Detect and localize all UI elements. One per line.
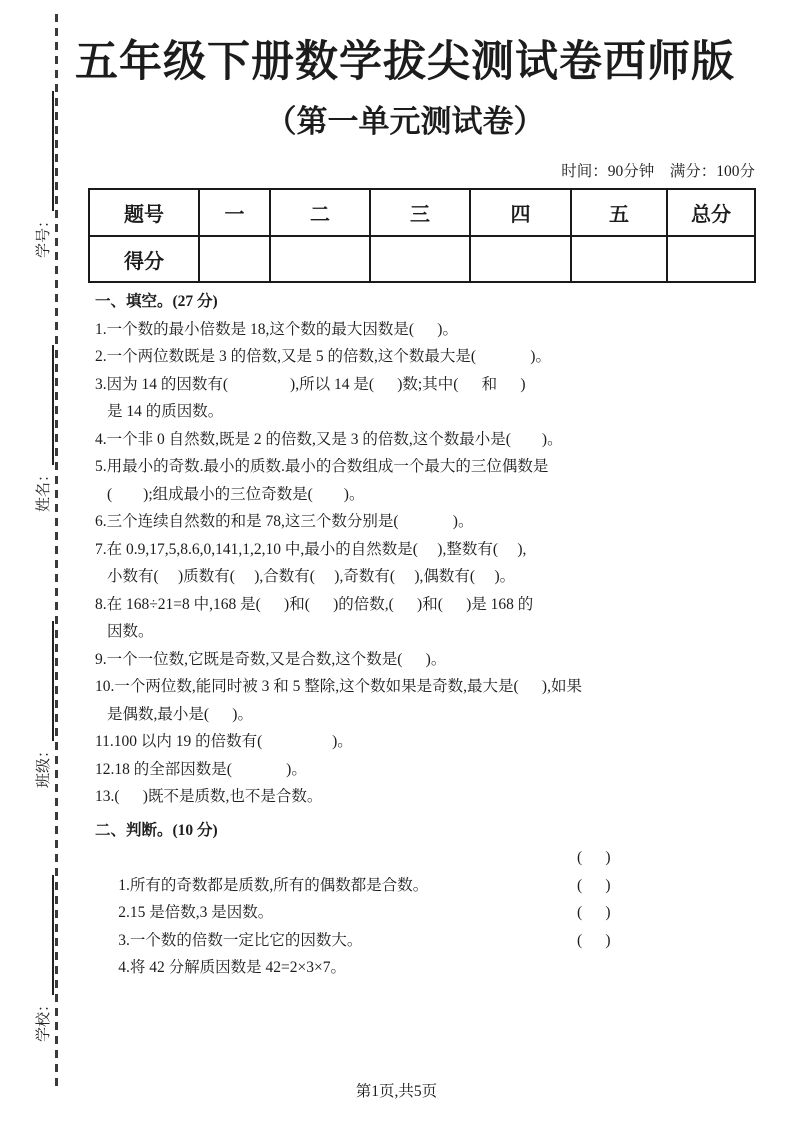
question-line: 1.一个数的最小倍数是 18,这个数的最大因数是( )。 bbox=[95, 320, 458, 338]
judgment-row bbox=[95, 927, 763, 976]
sidebar-field-class bbox=[34, 610, 54, 788]
score-table-header-cell: 题号 bbox=[89, 189, 199, 236]
fill-in-line bbox=[36, 91, 54, 211]
question-line: 7.在 0.9,17,5,8.6,0,141,1,2,10 中,最小的自然数是( ),整数有( ), bbox=[95, 540, 527, 558]
question-line: 4.一个非 0 自然数,既是 2 的倍数,又是 3 的倍数,这个数最小是( )。 bbox=[95, 430, 563, 448]
answer-parens: ( ) bbox=[577, 904, 611, 921]
question-line: 9.一个一位数,它既是奇数,又是合数,这个数是( )。 bbox=[95, 650, 447, 668]
question-line: 12.18 的全部因数是( )。 bbox=[95, 760, 307, 778]
exam-meta: 时间：90分钟 满分：100分 bbox=[561, 163, 755, 180]
sidebar-field-student-number bbox=[34, 80, 54, 258]
page-title: 五年级下册数学拔尖测试卷西师版 bbox=[75, 39, 735, 86]
class-label: 班级： bbox=[36, 742, 52, 788]
judgment-row bbox=[95, 872, 763, 921]
score-cell-empty bbox=[470, 236, 571, 282]
fill-in-line bbox=[36, 621, 54, 741]
question-line: 因数。 bbox=[107, 623, 154, 640]
question-line: 10.一个两位数,能同时被 3 和 5 整除,这个数如果是奇数,最大是( ),如果 bbox=[95, 678, 582, 695]
dashed-fold-line bbox=[55, 14, 58, 1088]
section-2-heading: 二、判断。(10 分) bbox=[95, 821, 218, 839]
score-table-header-cell: 二 bbox=[270, 189, 370, 236]
question-line: 8.在 168÷21=8 中,168 是( )和( )的倍数,( )和( )是 168 的 bbox=[95, 595, 534, 613]
question-line: 是偶数,最小是( )。 bbox=[107, 705, 253, 723]
score-table-header-cell: 一 bbox=[199, 189, 270, 236]
judgment-text: 1.所有的奇数都是质数,所有的偶数都是合数。 bbox=[118, 876, 429, 894]
student-number-label: 学号： bbox=[36, 212, 52, 258]
answer-parens: ( ) bbox=[577, 931, 611, 949]
score-cell-empty bbox=[571, 236, 667, 282]
page-footer: 第1页,共5页 bbox=[355, 1083, 438, 1100]
section-1-heading: 一、填空。(27 分) bbox=[95, 293, 218, 310]
judgment-row bbox=[95, 899, 763, 949]
score-table-score-row bbox=[89, 236, 755, 282]
question-line: 3.因为 14 的因数有( ),所以 14 是( )数;其中( 和 ) bbox=[95, 375, 526, 393]
fill-in-line bbox=[36, 875, 54, 995]
sidebar-field-school bbox=[34, 864, 54, 1042]
score-table-header-cell: 五 bbox=[571, 189, 667, 236]
question-line: ( );组成最小的三位奇数是( )。 bbox=[107, 485, 365, 503]
answer-parens: ( ) bbox=[577, 849, 611, 866]
judgment-row bbox=[95, 844, 763, 894]
question-line: 6.三个连续自然数的和是 78,这三个数分别是( )。 bbox=[95, 513, 474, 530]
question-line: 是 14 的质因数。 bbox=[107, 403, 224, 420]
judgment-text: 3.一个数的倍数一定比它的因数大。 bbox=[118, 931, 363, 949]
answer-parens: ( ) bbox=[577, 876, 611, 894]
judgment-text: 4.将 42 分解质因数是 42=2×3×7。 bbox=[118, 959, 346, 976]
score-cell-empty bbox=[270, 236, 370, 282]
judgment-text: 2.15 是倍数,3 是因数。 bbox=[118, 904, 274, 921]
question-line: 2.一个两位数既是 3 的倍数,又是 5 的倍数,这个数最大是( )。 bbox=[95, 348, 551, 365]
question-line: 13.( )既不是质数,也不是合数。 bbox=[95, 788, 323, 805]
student-name-label: 姓名： bbox=[36, 466, 52, 512]
sidebar-field-student-name bbox=[34, 334, 54, 512]
score-cell-empty bbox=[370, 236, 470, 282]
score-row-label: 得分 bbox=[89, 236, 199, 282]
fill-in-line bbox=[36, 345, 54, 465]
page-subtitle: （第一单元测试卷） bbox=[265, 104, 545, 139]
score-cell-empty bbox=[199, 236, 270, 282]
question-line: 5.用最小的奇数.最小的质数.最小的合数组成一个最大的三位偶数是 bbox=[95, 458, 549, 475]
score-table-header-cell: 总分 bbox=[667, 189, 755, 236]
question-line: 小数有( )质数有( ),合数有( ),奇数有( ),偶数有( )。 bbox=[107, 568, 516, 585]
score-table-header-cell: 四 bbox=[470, 189, 571, 236]
exam-body bbox=[95, 288, 763, 976]
question-line: 11.100 以内 19 的倍数有( )。 bbox=[95, 733, 353, 750]
school-label: 学校： bbox=[36, 996, 52, 1042]
score-cell-empty bbox=[667, 236, 755, 282]
score-table-header-cell: 三 bbox=[370, 189, 470, 236]
score-table-header-row bbox=[89, 189, 755, 236]
score-table bbox=[88, 188, 756, 283]
